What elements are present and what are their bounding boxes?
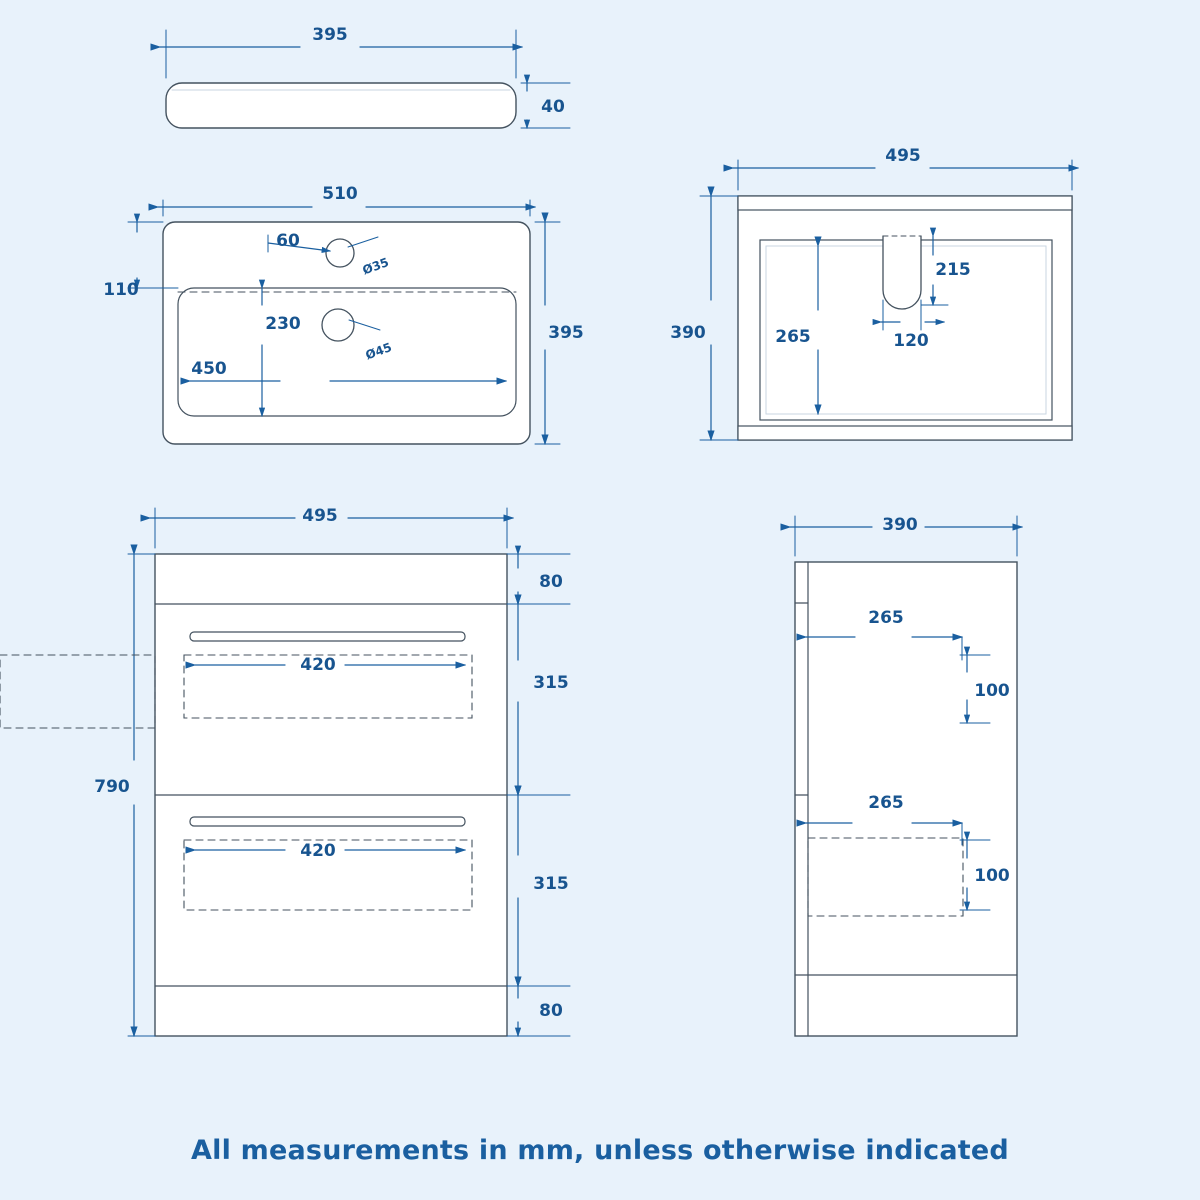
dim-rear-height: 390 bbox=[670, 323, 706, 343]
dim-side-drawer-two-height: 100 bbox=[974, 866, 1010, 886]
cabinet-front-elevation bbox=[128, 508, 570, 1036]
dim-rear-inner-height: 265 bbox=[775, 327, 811, 347]
dim-cutout-width: 120 bbox=[893, 331, 929, 351]
cabinet-rear-view bbox=[700, 160, 1078, 440]
dim-counter-height: 40 bbox=[541, 97, 565, 117]
dim-basin-width: 510 bbox=[322, 184, 358, 204]
dim-front-drawer-one: 315 bbox=[533, 673, 569, 693]
dim-cutout-height: 215 bbox=[935, 260, 971, 280]
countertop-edge-view bbox=[160, 30, 570, 128]
dim-side-drawer-one-height: 100 bbox=[974, 681, 1010, 701]
dim-front-plinth: 80 bbox=[539, 1001, 563, 1021]
dim-side-depth: 390 bbox=[882, 515, 918, 535]
dim-tap-offset: 60 bbox=[276, 231, 300, 251]
dim-basin-depth: 395 bbox=[548, 323, 584, 343]
basin-plan-view bbox=[128, 200, 560, 444]
dim-side-drawer-one-depth: 265 bbox=[868, 608, 904, 628]
dim-rear-width: 495 bbox=[885, 146, 921, 166]
dim-drawer-one-width: 420 bbox=[300, 655, 336, 675]
dim-drawer-two-width: 420 bbox=[300, 841, 336, 861]
dim-front-drawer-two: 315 bbox=[533, 874, 569, 894]
dim-waste-hole-dia: Ø45 bbox=[363, 340, 394, 363]
measurement-note: All measurements in mm, unless otherwise indicated bbox=[191, 1135, 1009, 1166]
dim-counter-width: 395 bbox=[312, 25, 348, 45]
dim-front-total-height: 790 bbox=[94, 777, 130, 797]
cabinet-side-elevation bbox=[0, 516, 1022, 1036]
dim-front-width: 495 bbox=[302, 506, 338, 526]
dim-side-drawer-two-depth: 265 bbox=[868, 793, 904, 813]
dim-tap-hole-dia: Ø35 bbox=[360, 255, 391, 278]
dim-bowl-depth: 230 bbox=[265, 314, 301, 334]
dim-bowl-width: 450 bbox=[191, 359, 227, 379]
dim-basin-front-offset: 110 bbox=[103, 280, 139, 300]
dim-front-top-section: 80 bbox=[539, 572, 563, 592]
